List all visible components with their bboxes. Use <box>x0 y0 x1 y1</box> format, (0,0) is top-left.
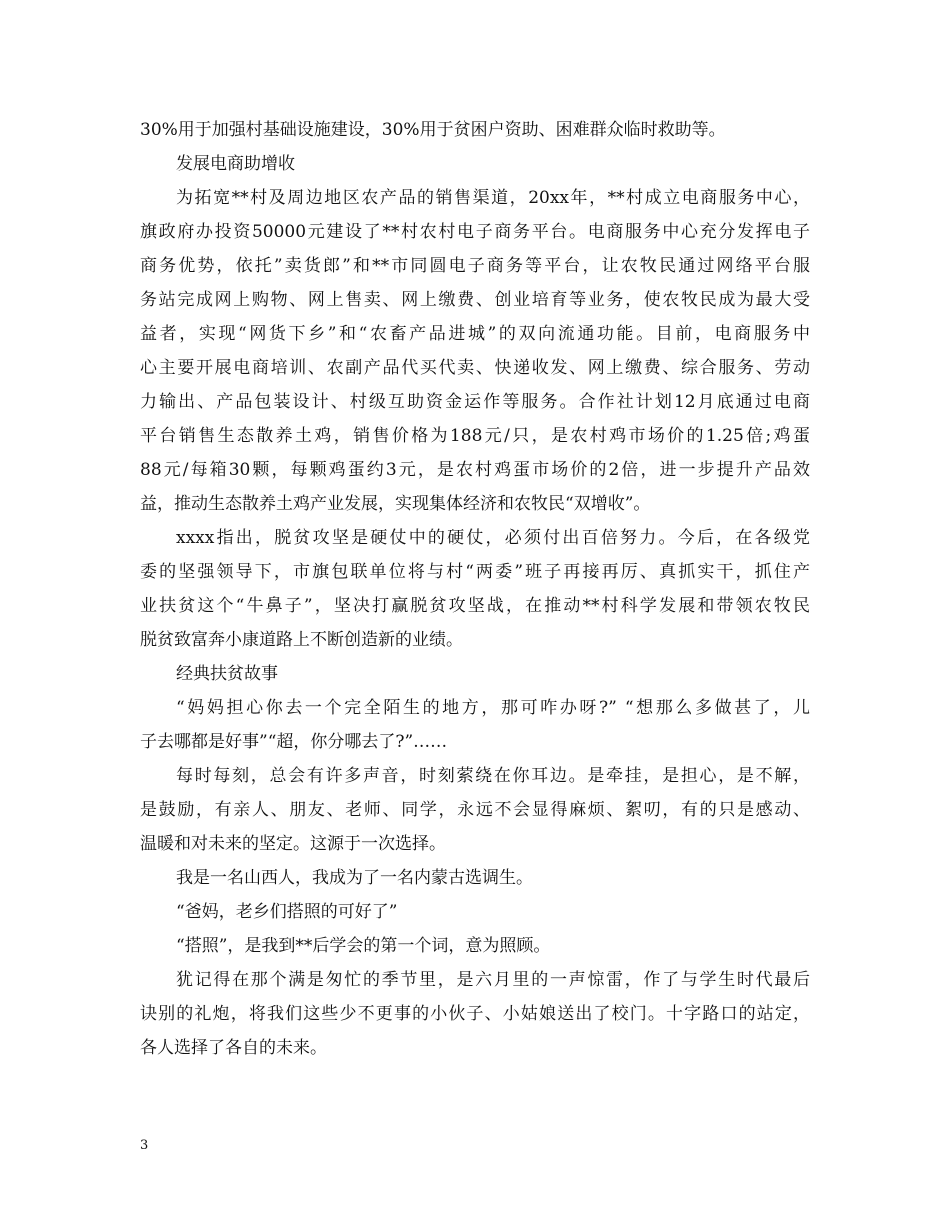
text-line: 各人选择了各自的未来。 <box>140 1038 327 1058</box>
page-number: 3 <box>140 1138 149 1153</box>
text-line: “妈妈担心你去一个完全陌生的地方，那可咋办呀?” “想那么多做甚了，儿 <box>176 698 810 718</box>
text-line: 发展电商助增收 <box>176 154 295 174</box>
text-line: 温暖和对未来的坚定。这源于一次选择。 <box>140 834 446 854</box>
text-line: “爸妈，老乡们搭照的可好了” <box>176 902 398 922</box>
text-line: 我是一名山西人，我成为了一名内蒙古选调生。 <box>176 868 533 888</box>
text-line: 力输出、产品包装设计、村级互助资金运作等服务。合作社计划12月底通过电商 <box>140 392 810 412</box>
text-line: 为拓宽**村及周边地区农产品的销售渠道，20xx年，**村成立电商服务中心， <box>176 188 810 208</box>
text-line: 务站完成网上购物、网上售卖、网上缴费、创业培育等业务，使农牧民成为最大受 <box>140 290 810 310</box>
text-line: 88元/每箱30颗，每颗鸡蛋约3元，是农村鸡蛋市场价的2倍，进一步提升产品效 <box>140 460 810 480</box>
text-line: 犹记得在那个满是匆忙的季节里，是六月里的一声惊雷，作了与学生时代最后 <box>176 970 810 990</box>
text-line: 益者，实现“网货下乡”和“农畜产品进城”的双向流通功能。目前，电商服务中 <box>140 324 810 344</box>
text-line: 业扶贫这个“牛鼻子”，坚决打赢脱贫攻坚战，在推动**村科学发展和带领农牧民 <box>140 596 810 616</box>
text-line: 每时每刻，总会有许多声音，时刻萦绕在你耳边。是牵挂，是担心，是不解， <box>176 766 810 786</box>
document-body <box>140 113 810 1065</box>
text-line: xxxx指出，脱贫攻坚是硬仗中的硬仗，必须付出百倍努力。今后，在各级党 <box>176 528 810 548</box>
text-line: 经典扶贫故事 <box>176 664 278 684</box>
text-line: 益，推动生态散养土鸡产业发展，实现集体经济和农牧民“双增收”。 <box>140 494 651 514</box>
text-line: 旗政府办投资50000元建设了**村农村电子商务平台。电商服务中心充分发挥电子 <box>140 222 810 242</box>
text-line: “搭照”，是我到**后学会的第一个词，意为照顾。 <box>176 936 551 956</box>
text-line: 心主要开展电商培训、农副产品代买代卖、快递收发、网上缴费、综合服务、劳动 <box>140 358 810 378</box>
text-line: 平台销售生态散养土鸡，销售价格为188元/只，是农村鸡市场价的1.25倍;鸡蛋 <box>140 426 810 446</box>
text-line: 30%用于加强村基础设施建设，30%用于贫困户资助、困难群众临时救助等。 <box>140 120 726 140</box>
text-line: 诀别的礼炮，将我们这些少不更事的小伙子、小姑娘送出了校门。十字路口的站定， <box>140 1004 810 1024</box>
text-line: 子去哪都是好事”“超，你分哪去了?”…… <box>140 732 448 752</box>
text-line: 脱贫致富奔小康道路上不断创造新的业绩。 <box>140 630 463 650</box>
text-line: 委的坚强领导下，市旗包联单位将与村“两委”班子再接再厉、真抓实干，抓住产 <box>140 562 810 582</box>
text-line: 商务优势，依托”卖货郎”和**市同圆电子商务等平台，让农牧民通过网络平台服 <box>140 256 810 276</box>
text-line: 是鼓励，有亲人、朋友、老师、同学，永远不会显得麻烦、絮叨，有的只是感动、 <box>140 800 810 820</box>
